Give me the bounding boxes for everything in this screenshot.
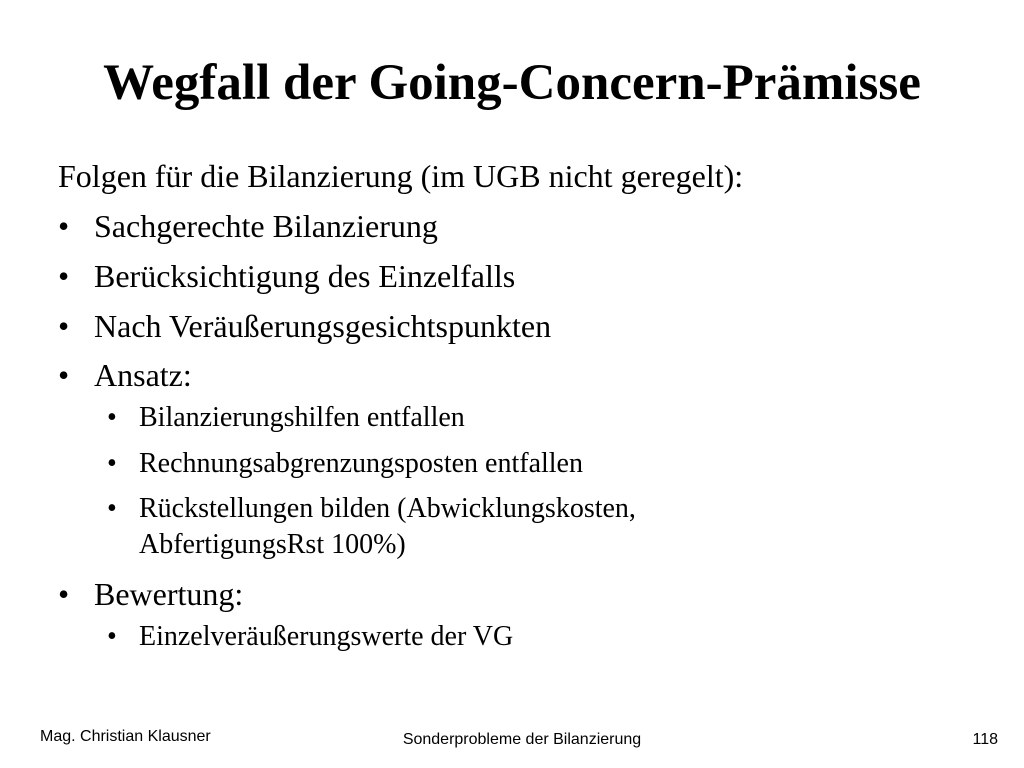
footer-topic: Sonderprobleme der Bilanzierung	[402, 731, 642, 748]
footer-author: Mag. Christian Klausner	[40, 728, 211, 745]
bullet-text: Berücksichtigung des Einzelfalls	[94, 258, 516, 294]
bullet-marker: •	[107, 402, 117, 433]
sub-bullet-text: Einzelveräußerungswerte der VG	[139, 621, 514, 652]
bullet-marker: •	[58, 357, 70, 393]
bullet-marker: •	[58, 258, 70, 294]
bullet-text: Sachgerechte Bilanzierung	[94, 208, 438, 244]
sub-bullet-text: AbfertigungsRst 100%)	[139, 529, 406, 560]
sub-bullet-text: Bilanzierungshilfen entfallen	[139, 402, 465, 433]
sub-bullet-text: Rückstellungen bilden (Abwicklungskosten,	[139, 493, 636, 524]
sub-bullet-text: Rechnungsabgrenzungsposten entfallen	[139, 448, 583, 479]
bullet-marker: •	[58, 308, 70, 344]
bullet-text: Ansatz:	[94, 357, 192, 393]
bullet-text: Bewertung:	[94, 576, 244, 612]
bullet-marker: •	[107, 448, 117, 479]
footer-page-number: 118	[972, 731, 998, 748]
intro-text: Folgen für die Bilanzierung (im UGB nicht geregelt):	[58, 158, 744, 194]
slide-title: Wegfall der Going-Concern-Prämisse	[103, 55, 921, 111]
bullet-marker: •	[107, 493, 117, 524]
bullet-marker: •	[107, 621, 117, 652]
bullet-marker: •	[58, 208, 70, 244]
bullet-text: Nach Veräußerungsgesichtspunkten	[94, 308, 552, 344]
bullet-marker: •	[58, 576, 70, 612]
